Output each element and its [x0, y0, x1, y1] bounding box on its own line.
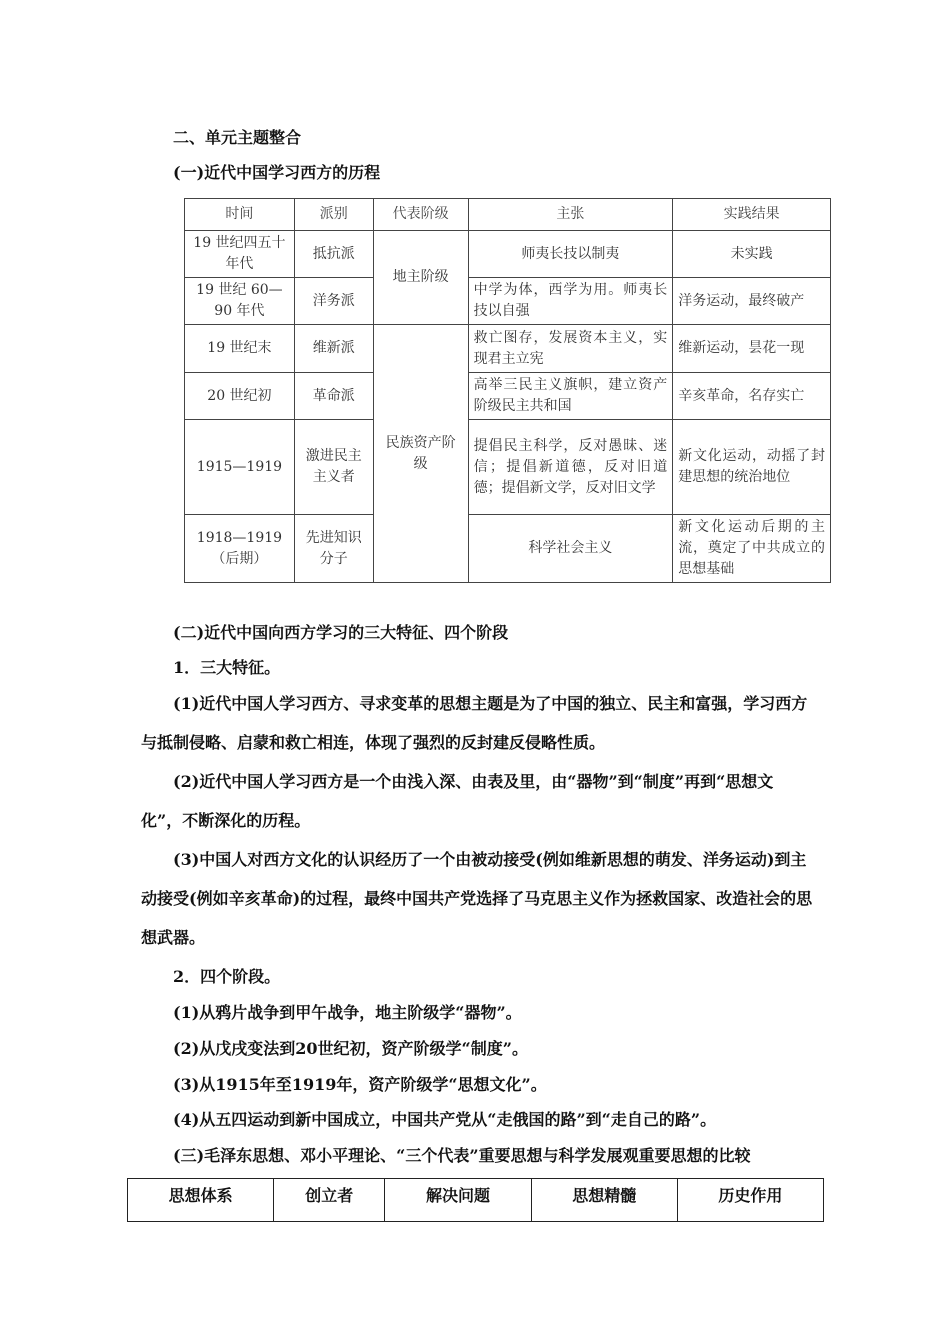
header-cell: 代表阶级	[373, 199, 468, 231]
table-row	[185, 278, 831, 325]
result-cell: 新文化运动后期的主流，奠定了中共成立的思想基础	[673, 515, 831, 583]
header-cell: 思想体系	[128, 1179, 274, 1222]
table-row	[185, 231, 831, 278]
subsection-title-2: (二)近代中国向西方学习的三大特征、四个阶段	[173, 623, 509, 642]
table-header-row	[185, 199, 831, 231]
part-title-features: 1．三大特征。	[173, 658, 281, 677]
header-cell: 时间	[185, 199, 295, 231]
claim-cell: 高举三民主义旗帜，建立资产阶级民主共和国	[468, 373, 673, 420]
time-cell: 19 世纪 60—90 年代	[185, 278, 295, 325]
header-cell: 解决问题	[385, 1179, 531, 1222]
class-cell: 民族资产阶级	[373, 325, 468, 583]
subsection-title-1: (一)近代中国学习西方的历程	[173, 163, 381, 182]
part-title-stages: 2．四个阶段。	[173, 967, 281, 986]
stage-item: (3)从1915年至1919年，资产阶级学“思想文化”。	[173, 1075, 547, 1094]
result-cell: 辛亥革命，名存实亡	[673, 373, 831, 420]
subsection-title-3: (三)毛泽东思想、邓小平理论、“三个代表”重要思想与科学发展观重要思想的比较	[173, 1146, 751, 1165]
table-header-row	[128, 1179, 824, 1222]
class-cell: 地主阶级	[373, 231, 468, 325]
faction-cell: 革命派	[294, 373, 373, 420]
time-cell: 20 世纪初	[185, 373, 295, 420]
faction-cell: 先进知识分子	[294, 515, 373, 583]
stage-item: (2)从戊戌变法到20世纪初，资产阶级学“制度”。	[173, 1039, 528, 1058]
feature-paragraph: (3)中国人对西方文化的认识经历了一个由被动接受(例如维新思想的萌发、洋务运动)到主动接受(例如辛亥革命)的过程，最终中国共产党选择了马克思主义作为拯救国家、改造社会的思想武器。	[141, 850, 813, 947]
faction-cell: 维新派	[294, 325, 373, 373]
faction-cell: 抵抗派	[294, 231, 373, 278]
time-cell: 19 世纪末	[185, 325, 295, 373]
stage-item: (1)从鸦片战争到甲午战争，地主阶级学“器物”。	[173, 1003, 522, 1022]
faction-cell: 洋务派	[294, 278, 373, 325]
table-row	[185, 325, 831, 373]
section-title: 二、单元主题整合	[173, 128, 302, 147]
header-cell: 实践结果	[673, 199, 831, 231]
feature-paragraph: (2)近代中国人学习西方是一个由浅入深、由表及里，由“器物”到“制度”再到“思想文化”，不断深化的历程。	[141, 772, 774, 830]
table-row	[185, 373, 831, 420]
time-cell: 1915—1919	[185, 420, 295, 515]
comparison-table	[127, 1178, 824, 1222]
claim-cell: 师夷长技以制夷	[468, 231, 673, 278]
claim-cell: 中学为体，西学为用。师夷长技以自强	[468, 278, 673, 325]
result-cell: 新文化运动，动摇了封建思想的统治地位	[673, 420, 831, 515]
claim-cell: 救亡图存，发展资本主义，实现君主立宪	[468, 325, 673, 373]
table-row	[185, 515, 831, 583]
result-cell: 洋务运动，最终破产	[673, 278, 831, 325]
time-cell: 1918—1919（后期）	[185, 515, 295, 583]
time-cell: 19 世纪四五十年代	[185, 231, 295, 278]
history-table	[184, 198, 831, 583]
feature-paragraph: (1)近代中国人学习西方、寻求变革的思想主题是为了中国的独立、民主和富强，学习西方与抵制侵略、启蒙和救亡相连，体现了强烈的反封建反侵略性质。	[141, 694, 808, 752]
table-row	[185, 420, 831, 515]
header-cell: 思想精髓	[531, 1179, 677, 1222]
header-cell: 历史作用	[677, 1179, 823, 1222]
result-cell: 未实践	[673, 231, 831, 278]
claim-cell: 提倡民主科学，反对愚昧、迷信；提倡新道德，反对旧道德；提倡新文学，反对旧文学	[468, 420, 673, 515]
faction-cell: 激进民主主义者	[294, 420, 373, 515]
stage-item: (4)从五四运动到新中国成立，中国共产党从“走俄国的路”到“走自己的路”。	[173, 1110, 717, 1129]
header-cell: 派别	[294, 199, 373, 231]
header-cell: 创立者	[274, 1179, 385, 1222]
header-cell: 主张	[468, 199, 673, 231]
result-cell: 维新运动，昙花一现	[673, 325, 831, 373]
claim-cell: 科学社会主义	[468, 515, 673, 583]
